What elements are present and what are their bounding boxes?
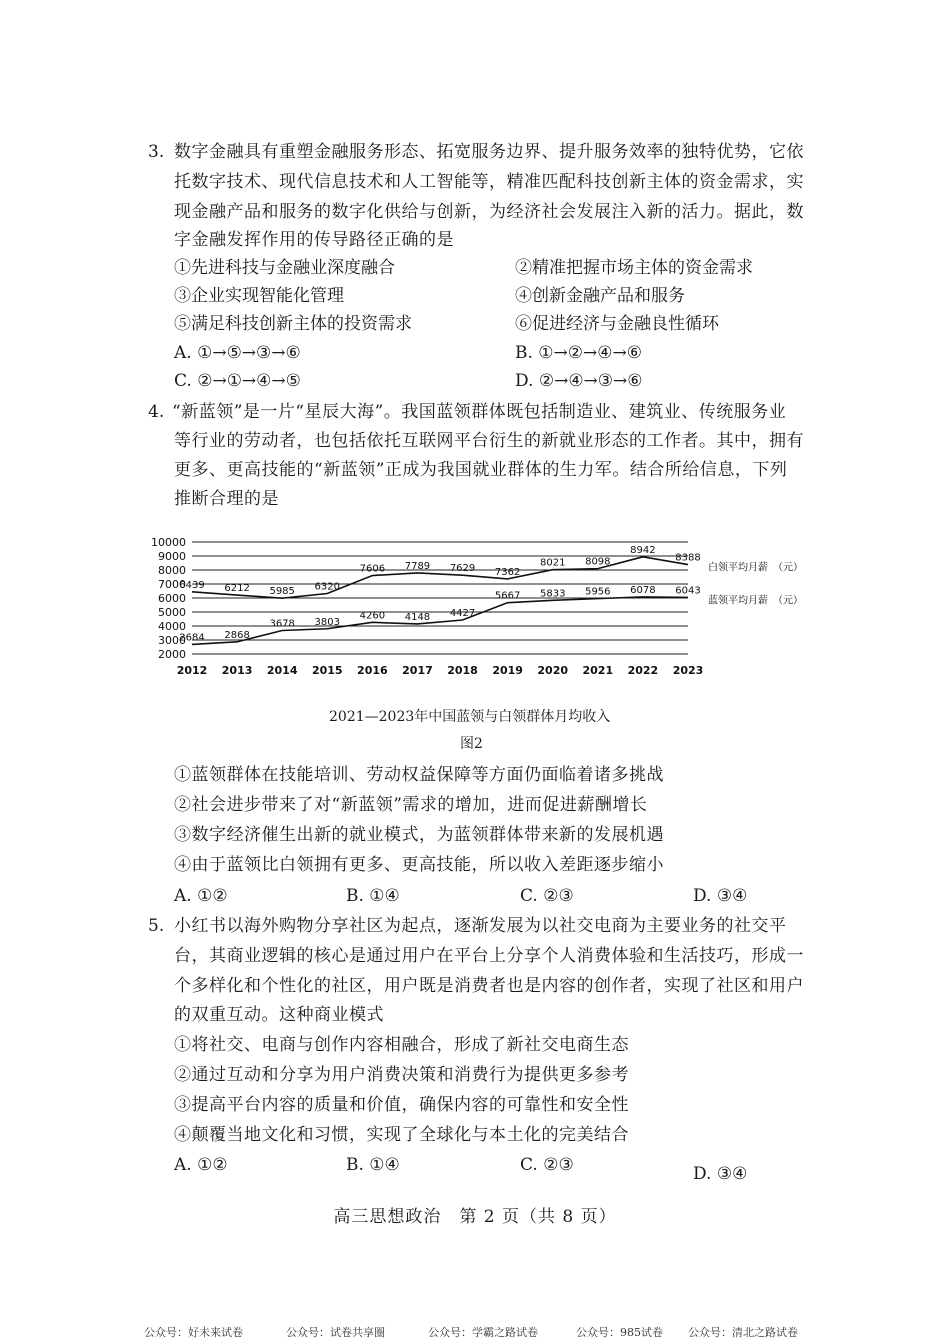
question-4-line: 推断合理的是 (174, 489, 279, 509)
data-label: 8021 (540, 557, 566, 569)
q4-statement-1: ①蓝领群体在技能培训、劳动权益保障等方面仍面临着诸多挑战 (174, 765, 664, 785)
q4-option-c[interactable]: C. ②③ (520, 886, 574, 906)
q5-statement-2: ②通过互动和分享为用户消费决策和消费行为提供更多参考 (174, 1065, 629, 1085)
data-label: 5833 (540, 588, 566, 600)
y-tick-label: 9000 (158, 550, 186, 563)
y-tick-label: 5000 (158, 606, 186, 619)
y-tick-label: 2000 (158, 648, 186, 661)
y-tick-label: 10000 (151, 536, 186, 549)
x-tick-label: 2015 (311, 664, 343, 677)
question-4-line: “新蓝领”是一片“星辰大海”。我国蓝领群体既包括制造业、建筑业、传统服务业 (172, 402, 787, 422)
q3-option-c[interactable]: C. ②→①→④→⑤ (174, 371, 301, 391)
q3-option-a[interactable]: A. ①→⑤→③→⑥ (174, 343, 301, 363)
q5-statement-3: ③提高平台内容的质量和价值，确保内容的可靠性和安全性 (174, 1095, 629, 1115)
q3-item-1: ①先进科技与金融业深度融合 (174, 258, 395, 278)
q4-option-d[interactable]: D. ③④ (693, 886, 748, 906)
q3-item-3: ③企业实现智能化管理 (174, 286, 344, 306)
y-tick-label: 8000 (158, 564, 186, 577)
data-label: 7629 (449, 563, 476, 575)
q5-option-d[interactable]: D. ③④ (693, 1164, 748, 1184)
q3-option-d[interactable]: D. ②→④→③→⑥ (515, 371, 643, 391)
x-tick-label: 2019 (492, 664, 523, 677)
question-4-line: 更多、更高技能的“新蓝领”正成为我国就业群体的生力军。结合所给信息，下列 (174, 460, 788, 480)
question-5-number: 5. (148, 916, 165, 936)
x-tick-label: 2016 (357, 664, 388, 677)
watermark: 公众号：985试卷 (576, 1326, 663, 1339)
data-label: 4148 (404, 611, 431, 623)
question-3-number: 3. (148, 142, 165, 162)
data-label: 7362 (494, 566, 521, 578)
question-5-line: 个多样化和个性化的社区，用户既是消费者也是内容的创作者，实现了社区和用户 (174, 976, 804, 996)
q5-statement-1: ①将社交、电商与创作内容相融合，形成了新社交电商生态 (174, 1035, 629, 1055)
question-3-line: 字金融发挥作用的传导路径正确的是 (174, 230, 454, 250)
x-tick-label: 2018 (447, 664, 478, 677)
x-tick-label: 2014 (266, 664, 298, 677)
income-line-chart (148, 530, 808, 690)
legend-label: 白领平均月薪 （元） (708, 562, 803, 574)
data-label: 6439 (179, 579, 205, 591)
question-5-line: 的双重互动。这种商业模式 (174, 1005, 384, 1025)
watermark: 公众号：试卷共享圈 (286, 1326, 385, 1339)
data-label: 8942 (630, 544, 656, 556)
y-tick-label: 7000 (158, 578, 186, 591)
question-3-line: 现金融产品和服务的数字化供给与创新，为经济社会发展注入新的活力。据此，数 (174, 202, 804, 222)
y-tick-label: 4000 (158, 620, 186, 633)
data-label: 7789 (404, 560, 431, 572)
x-tick-label: 2020 (537, 664, 569, 677)
q4-statement-2: ②社会进步带来了对“新蓝领”需求的增加，进而促进薪酬增长 (174, 795, 648, 815)
q4-statement-4: ④由于蓝领比白领拥有更多、更高技能，所以收入差距逐步缩小 (174, 855, 664, 875)
watermark: 公众号：清北之路试卷 (688, 1326, 798, 1339)
question-3-line: 数字金融具有重塑金融服务形态、拓宽服务边界、提升服务效率的独特优势，它依 (174, 142, 804, 162)
q3-item-6: ⑥促进经济与金融良性循环 (515, 314, 719, 334)
chart-caption: 2021—2023年中国蓝领与白领群体月均收入 (329, 709, 611, 725)
x-tick-label: 2022 (627, 664, 659, 677)
q5-statement-4: ④颠覆当地文化和习惯，实现了全球化与本土化的完美结合 (174, 1125, 629, 1145)
data-label: 2868 (224, 629, 250, 641)
q4-option-b[interactable]: B. ①④ (346, 886, 400, 906)
data-label: 6212 (224, 583, 250, 595)
data-label: 5667 (494, 590, 521, 602)
income-chart (148, 530, 808, 690)
q5-option-b[interactable]: B. ①④ (346, 1155, 400, 1175)
data-label: 8098 (585, 556, 611, 568)
data-label: 4260 (359, 610, 386, 622)
data-label: 5956 (585, 586, 611, 598)
q3-item-4: ④创新金融产品和服务 (515, 286, 685, 306)
x-tick-label: 2012 (176, 664, 208, 677)
page-footer-title: 高三思想政治 第 2 页（共 8 页） (333, 1207, 617, 1227)
data-label: 5985 (269, 586, 295, 598)
x-tick-label: 2017 (402, 664, 433, 677)
question-3-line: 托数字技术、现代信息技术和人工智能等，精准匹配科技创新主体的资金需求，实 (174, 172, 804, 192)
legend-label: 蓝领平均月薪 （元） (708, 595, 803, 607)
q5-option-a[interactable]: A. ①② (174, 1155, 228, 1175)
data-label: 3678 (269, 618, 295, 630)
data-label: 3803 (314, 616, 340, 628)
x-tick-label: 2013 (221, 664, 253, 677)
data-label: 6043 (675, 585, 701, 597)
q4-statement-3: ③数字经济催生出新的就业模式，为蓝领群体带来新的发展机遇 (174, 825, 664, 845)
data-label: 7606 (359, 563, 386, 575)
series-line (192, 557, 688, 598)
question-4-line: 等行业的劳动者，也包括依托互联网平台衍生的新就业形态的工作者。其中，拥有 (174, 431, 804, 451)
data-label: 8388 (675, 552, 701, 564)
q5-option-c[interactable]: C. ②③ (520, 1155, 574, 1175)
watermark: 公众号：学霸之路试卷 (428, 1326, 538, 1339)
q3-option-b[interactable]: B. ①→②→④→⑥ (515, 343, 642, 363)
question-5-line: 台，其商业逻辑的核心是通过用户在平台上分享个人消费体验和生活技巧，形成一 (174, 946, 804, 966)
data-label: 2684 (179, 632, 205, 644)
y-tick-label: 6000 (158, 592, 186, 605)
series-line (192, 597, 688, 645)
x-tick-label: 2023 (672, 664, 704, 677)
x-tick-label: 2021 (582, 664, 614, 677)
y-tick-label: 3000 (158, 634, 186, 647)
q4-option-a[interactable]: A. ①② (174, 886, 228, 906)
q3-item-5: ⑤满足科技创新主体的投资需求 (174, 314, 412, 334)
q3-item-2: ②精准把握市场主体的资金需求 (515, 258, 753, 278)
watermark: 公众号：好未来试卷 (144, 1326, 243, 1339)
data-label: 4427 (449, 608, 476, 620)
question-5-line: 小红书以海外购物分享社区为起点，逐渐发展为以社交电商为主要业务的社交平 (174, 916, 787, 936)
data-label: 6078 (630, 584, 656, 596)
figure-label: 图2 (460, 736, 483, 752)
question-4-number: 4. (148, 402, 165, 422)
data-label: 6320 (314, 581, 340, 593)
